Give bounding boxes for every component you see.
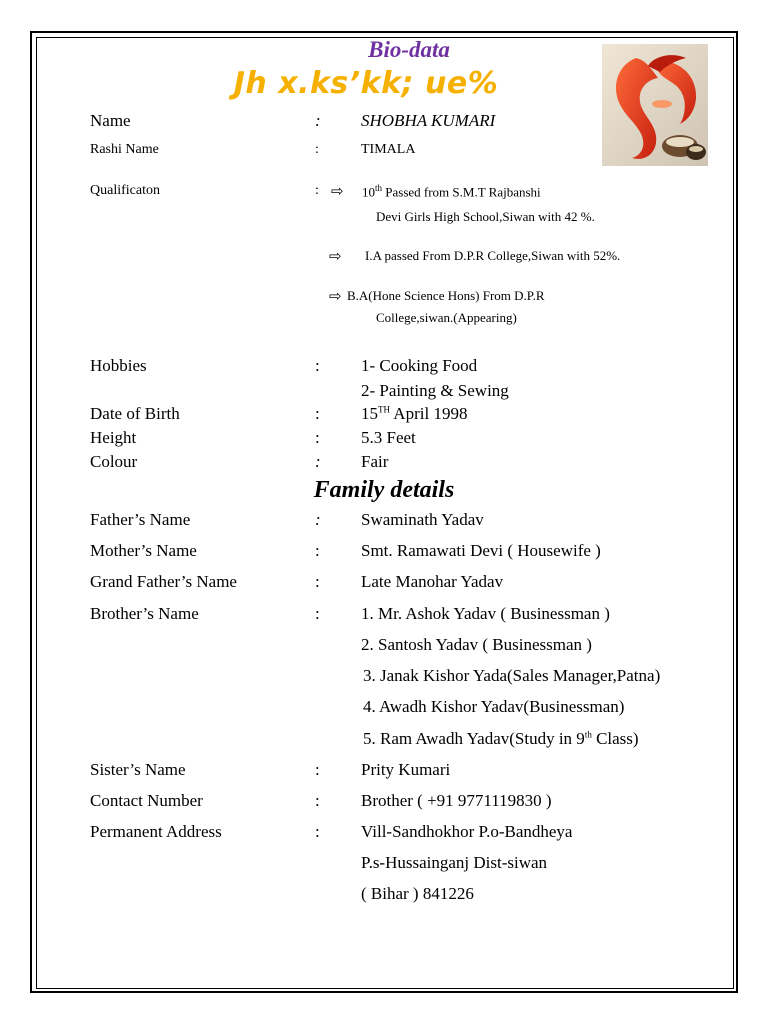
qualification-item-3: B.A(Hone Science Hons) From D.P.R <box>347 288 545 303</box>
colon: : <box>315 572 320 591</box>
hobby-item: 2- Painting & Sewing <box>361 381 509 400</box>
colon: : <box>315 791 320 810</box>
brother-item: 3. Janak Kishor Yada(Sales Manager,Patna) <box>363 666 661 685</box>
name-label: Name <box>90 111 131 130</box>
qualification-item-1: 10th Passed from S.M.T Rajbanshi <box>362 183 541 200</box>
colon: : <box>315 404 320 423</box>
address-label: Permanent Address <box>90 822 222 841</box>
colon: : <box>315 510 321 529</box>
qualification-item-3-cont: College,siwan.(Appearing) <box>376 310 517 325</box>
brother-item: 5. Ram Awadh Yadav(Study in 9th Class) <box>363 729 639 748</box>
grandfather-label: Grand Father’s Name <box>90 572 237 591</box>
address-line: ( Bihar ) 841226 <box>361 884 474 903</box>
contact-value: Brother ( +91 9771119830 ) <box>361 791 552 810</box>
mother-label: Mother’s Name <box>90 541 197 560</box>
hobby-item: 1- Cooking Food <box>361 356 478 375</box>
height-label: Height <box>90 428 137 447</box>
colon: : <box>315 142 319 157</box>
qualification-item-2: I.A passed From D.P.R College,Siwan with 52%. <box>365 248 621 263</box>
colour-value: Fair <box>361 452 389 471</box>
brother-item: 4. Awadh Kishor Yadav(Businessman) <box>363 697 625 716</box>
grandfather-value: Late Manohar Yadav <box>361 572 504 591</box>
brother-item: 2. Santosh Yadav ( Businessman ) <box>361 635 592 654</box>
height-value: 5.3 Feet <box>361 428 416 447</box>
qualification-item-1-cont: Devi Girls High School,Siwan with 42 %. <box>376 209 595 224</box>
brother-item: 1. Mr. Ashok Yadav ( Businessman ) <box>361 604 610 623</box>
father-value: Swaminath Yadav <box>361 510 484 529</box>
father-label: Father’s Name <box>90 510 191 529</box>
address-line: P.s-Hussainganj Dist-siwan <box>361 853 548 872</box>
sister-value: Prity Kumari <box>361 760 451 779</box>
colon: : <box>315 428 320 447</box>
document-title: Bio-data <box>368 37 450 62</box>
rashi-value: TIMALA <box>361 142 416 157</box>
sister-label: Sister’s Name <box>90 760 186 779</box>
rashi-label: Rashi Name <box>90 142 159 157</box>
brother-label: Brother’s Name <box>90 604 199 623</box>
hobbies-label: Hobbies <box>90 356 147 375</box>
colon: : <box>315 822 320 841</box>
arrow-icon: ⇨ <box>329 287 342 305</box>
address-line: Vill-Sandhokhor P.o-Bandheya <box>361 822 573 841</box>
colon: : <box>315 452 321 471</box>
arrow-icon: ⇨ <box>329 247 342 265</box>
dob-value: 15TH April 1998 <box>361 404 468 423</box>
colon: : <box>315 604 320 623</box>
colon: : <box>315 183 319 198</box>
colour-label: Colour <box>90 452 138 471</box>
arrow-icon: ⇨ <box>331 182 344 200</box>
dob-label: Date of Birth <box>90 404 180 423</box>
family-details-heading: Family details <box>313 477 455 503</box>
name-value: SHOBHA KUMARI <box>361 111 496 130</box>
colon: : <box>315 356 320 375</box>
ganesha-image <box>602 44 708 166</box>
colon: : <box>315 111 321 130</box>
colon: : <box>315 760 320 779</box>
colon: : <box>315 541 320 560</box>
qualification-label: Qualificaton <box>90 183 160 198</box>
contact-label: Contact Number <box>90 791 203 810</box>
hindi-invocation: Jh x.ks’kk; ue% <box>233 66 499 101</box>
mother-value: Smt. Ramawati Devi ( Housewife ) <box>361 541 601 560</box>
